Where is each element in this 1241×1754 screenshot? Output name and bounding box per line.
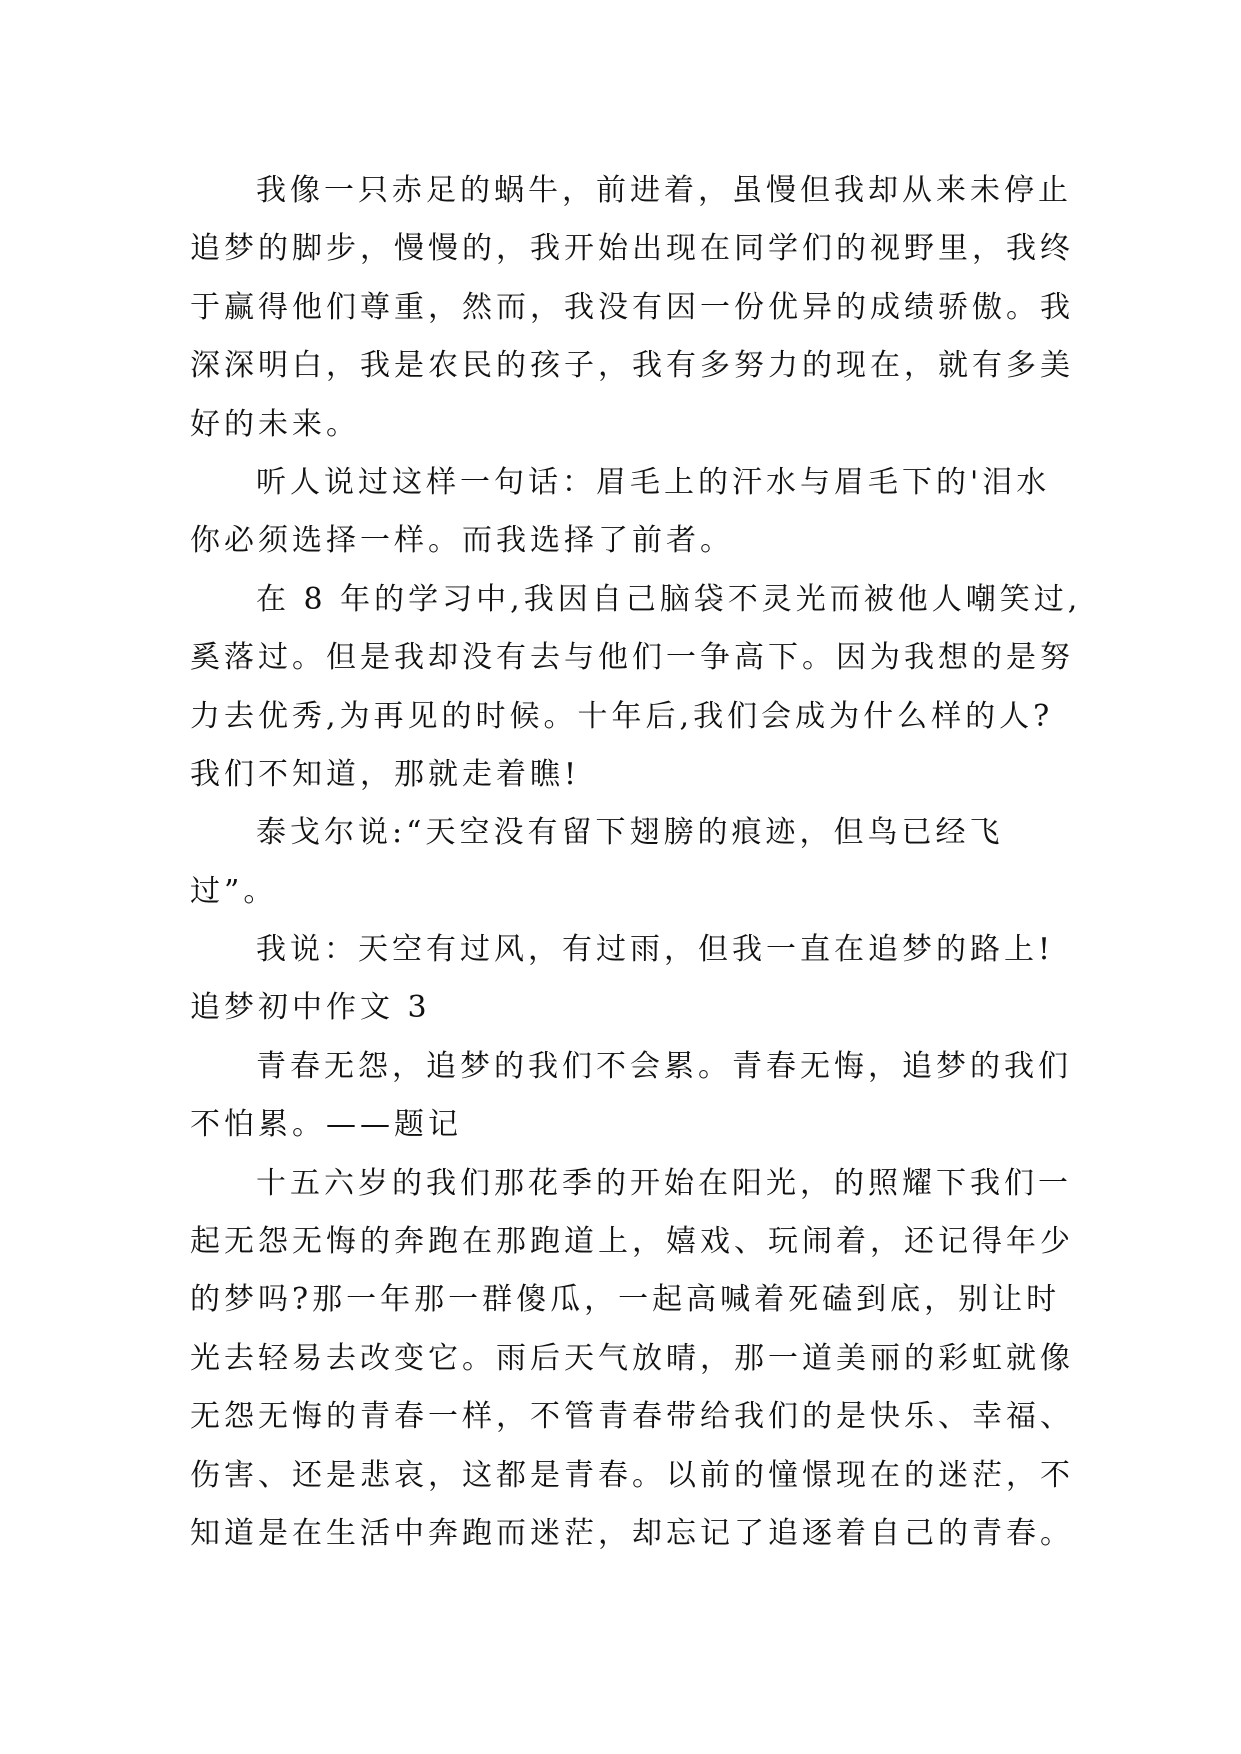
text-line: 无怨无悔的青春一样，不管青春带给我们的是快乐、幸福、: [190, 1399, 1074, 1435]
text-line: 我说：天空有过风，有过雨，但我一直在追梦的路上!: [256, 932, 1055, 968]
text-line: 我们不知道，那就走着瞧!: [190, 756, 581, 792]
text-line: 你必须选择一样。而我选择了前者。: [190, 523, 734, 559]
text-line: 于赢得他们尊重，然而，我没有因一份优异的成绩骄傲。我: [190, 289, 1074, 325]
text-line: 深深明白，我是农民的孩子，我有多努力的现在，就有多美: [190, 348, 1074, 384]
text-line: 力去优秀,为再见的时候。十年后,我们会成为什么样的人?: [190, 698, 1054, 734]
text-line: 十五六岁的我们那花季的开始在阳光，的照耀下我们一: [256, 1165, 1072, 1201]
text-line: 过”。: [190, 873, 278, 909]
text-line: 追梦的脚步，慢慢的，我开始出现在同学们的视野里，我终: [190, 231, 1074, 267]
text-line: 知道是在生活中奔跑而迷茫，却忘记了追逐着自己的青春。: [190, 1515, 1074, 1551]
text-line: 好的未来。: [190, 406, 360, 442]
text-line: 奚落过。但是我却没有去与他们一争高下。因为我想的是努: [190, 640, 1074, 676]
text-line: 听人说过这样一句话：眉毛上的汗水与眉毛下的'泪水: [256, 464, 1051, 500]
text-line: 泰戈尔说:“天空没有留下翅膀的痕迹，但鸟已经飞: [256, 815, 1004, 851]
text-line: 我像一只赤足的蜗牛，前进着，虽慢但我却从来未停止: [256, 173, 1072, 208]
essay-body: [190, 162, 1082, 1563]
text-line: 伤害、还是悲哀，这都是青春。以前的憧憬现在的迷茫，不: [190, 1457, 1074, 1493]
text-line: 的梦吗?那一年那一群傻瓜，一起高喊着死磕到底，别让时: [190, 1282, 1061, 1318]
text-line: 在 8 年的学习中,我因自己脑袋不灵光而被他人嘲笑过,: [256, 581, 1082, 617]
text-line: 不怕累。——题记: [190, 1107, 462, 1143]
section-heading: 追梦初中作文 3: [190, 990, 431, 1026]
text-line: 光去轻易去改变它。雨后天气放晴，那一道美丽的彩虹就像: [190, 1340, 1074, 1376]
text-line: 青春无怨，追梦的我们不会累。青春无悔，追梦的我们: [256, 1048, 1072, 1084]
text-line: 起无怨无悔的奔跑在那跑道上，嬉戏、玩闹着，还记得年少: [190, 1224, 1074, 1260]
